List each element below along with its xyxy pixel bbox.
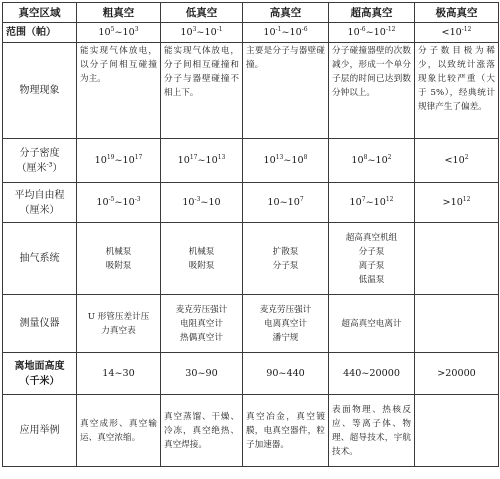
value-exponent: -1 bbox=[216, 25, 223, 33]
applications-label: 应用举例 bbox=[3, 395, 77, 467]
value-base: 10 bbox=[263, 26, 276, 38]
list-item: 扩散泵 bbox=[272, 246, 299, 257]
value-base: 10 bbox=[208, 196, 221, 208]
value-separator: ~ bbox=[196, 26, 205, 38]
instruments-row bbox=[3, 295, 499, 353]
value-base: 10 bbox=[122, 154, 135, 166]
value-base: 10 bbox=[373, 26, 386, 38]
value-separator: ~ bbox=[365, 26, 374, 38]
value-exponent: -3 bbox=[194, 195, 201, 203]
value-exponent: 8 bbox=[363, 153, 368, 161]
list-item: 离子泵 bbox=[358, 260, 385, 271]
value-separator: ~ bbox=[114, 154, 123, 166]
value-exponent: 13 bbox=[217, 153, 226, 161]
value-exponent: 7 bbox=[361, 195, 366, 203]
altitude-cell: 90~440 bbox=[243, 353, 329, 395]
header-rough-vacuum: 粗真空 bbox=[77, 3, 161, 23]
applications-cell: 真空冶金，真空镀膜，电真空器件，粒子加速器。 bbox=[243, 395, 329, 467]
range-cell bbox=[243, 23, 329, 43]
density-unit-close: ） bbox=[52, 162, 63, 174]
value-base: 10 bbox=[98, 26, 111, 38]
value-base: <10 bbox=[441, 26, 462, 38]
vacuum-region-table bbox=[2, 2, 499, 467]
header-region: 真空区域 bbox=[3, 3, 77, 23]
value-base: <10 bbox=[444, 154, 465, 166]
value-base: 10 bbox=[349, 196, 362, 208]
value-exponent: 5 bbox=[110, 25, 115, 33]
free-path-label bbox=[3, 183, 77, 223]
applications-cell: 真空成形、真空输运、真空浓缩。 bbox=[77, 395, 161, 467]
range-cell bbox=[77, 23, 161, 43]
value-separator: ~ bbox=[114, 26, 123, 38]
value-exponent: 3 bbox=[192, 25, 197, 33]
value-base: 10 bbox=[347, 26, 360, 38]
phenomena-row bbox=[3, 43, 499, 139]
value-separator: ~ bbox=[367, 154, 376, 166]
altitude-label bbox=[3, 353, 77, 395]
list-item: 吸附泵 bbox=[105, 260, 132, 271]
free-path-cell bbox=[161, 183, 243, 223]
density-row bbox=[3, 139, 499, 183]
free-path-cell bbox=[329, 183, 415, 223]
value-exponent: -6 bbox=[359, 25, 366, 33]
value-base: 10 bbox=[204, 26, 217, 38]
density-cell bbox=[161, 139, 243, 183]
header-ultra-high-vacuum: 超高真空 bbox=[329, 3, 415, 23]
phenomena-cell: 能实现气体放电，以分子间相互碰撞为主。 bbox=[77, 43, 161, 139]
phenomena-cell: 分子数目极为稀少，以致统计涨落现象比较严重（大于 5%），经典统计规律产生了偏差。 bbox=[415, 43, 499, 139]
value-base: 10 bbox=[122, 26, 135, 38]
value-base: 10 bbox=[94, 154, 107, 166]
value-exponent: 8 bbox=[303, 153, 308, 161]
list-item: U 形管压差计压 bbox=[87, 311, 150, 322]
phenomena-cell: 分子碰撞器壁的次数减少，形成一个单分子层的时间已达到数分钟以上。 bbox=[329, 43, 415, 139]
density-cell bbox=[329, 139, 415, 183]
phenomena-cell: 主要是分子与器壁碰撞。 bbox=[243, 43, 329, 139]
density-cell bbox=[77, 139, 161, 183]
list-item: 电阻真空计 bbox=[180, 318, 223, 329]
range-label: 范围（帕） bbox=[3, 23, 77, 43]
header-row bbox=[3, 3, 499, 23]
list-item: 机械泵 bbox=[188, 246, 215, 257]
value-exponent: 7 bbox=[299, 195, 304, 203]
altitude-label-line1: 离地面高度 bbox=[14, 360, 65, 372]
phenomena-label: 物理现象 bbox=[3, 43, 77, 139]
free-path-cell bbox=[77, 183, 161, 223]
density-unit: （厘米 bbox=[16, 162, 47, 174]
value-exponent: -5 bbox=[108, 195, 115, 203]
list-item: 超高真空机组 bbox=[345, 232, 398, 243]
applications-row bbox=[3, 395, 499, 467]
list-item: 机械泵 bbox=[105, 246, 132, 257]
instruments-cell bbox=[243, 295, 329, 353]
value-exponent: 13 bbox=[275, 153, 284, 161]
value-base: 10 bbox=[375, 154, 388, 166]
value-exponent: -6 bbox=[301, 25, 308, 33]
list-item: 热偶真空计 bbox=[180, 332, 223, 343]
applications-cell bbox=[415, 395, 499, 467]
value-separator: ~ bbox=[365, 196, 374, 208]
pumping-cell bbox=[243, 223, 329, 295]
list-item: 超高真空电离计 bbox=[341, 318, 402, 329]
value-separator: ~ bbox=[281, 26, 290, 38]
range-row bbox=[3, 23, 499, 43]
list-item: 麦克劳压强计 bbox=[175, 304, 228, 315]
value-base: 10 bbox=[263, 154, 276, 166]
value-base: 10 bbox=[177, 154, 190, 166]
list-item: 电离真空计 bbox=[264, 318, 307, 329]
value-exponent: 17 bbox=[189, 153, 198, 161]
altitude-cell: >20000 bbox=[415, 353, 499, 395]
value-exponent: 19 bbox=[106, 153, 115, 161]
range-cell bbox=[415, 23, 499, 43]
altitude-row bbox=[3, 353, 499, 395]
altitude-label-line2: （千米） bbox=[19, 375, 60, 387]
instruments-label: 测量仪器 bbox=[3, 295, 77, 353]
free-path-cell bbox=[243, 183, 329, 223]
range-cell bbox=[329, 23, 415, 43]
value-exponent: 12 bbox=[462, 195, 471, 203]
phenomena-cell: 能实现气体放电，分子间相互碰撞和分子与器壁碰撞不相上下。 bbox=[161, 43, 243, 139]
value-base: 10 bbox=[267, 196, 280, 208]
list-item: 吸附泵 bbox=[188, 260, 215, 271]
value-base: 10 bbox=[182, 196, 195, 208]
instruments-cell bbox=[161, 295, 243, 353]
free-path-label-line2: （厘米） bbox=[19, 204, 60, 216]
range-cell bbox=[161, 23, 243, 43]
pumping-cell bbox=[329, 223, 415, 295]
pumping-row bbox=[3, 223, 499, 295]
free-path-cell bbox=[415, 183, 499, 223]
value-exponent: 3 bbox=[134, 25, 139, 33]
density-label bbox=[3, 139, 77, 183]
pumping-cell bbox=[161, 223, 243, 295]
value-base: 10 bbox=[122, 196, 135, 208]
value-exponent: 2 bbox=[387, 153, 392, 161]
altitude-cell: 440~20000 bbox=[329, 353, 415, 395]
header-high-vacuum: 高真空 bbox=[243, 3, 329, 23]
value-base: 10 bbox=[205, 154, 218, 166]
pumping-cell bbox=[415, 223, 499, 295]
density-cell bbox=[415, 139, 499, 183]
value-exponent: -1 bbox=[275, 25, 282, 33]
value-separator: ~ bbox=[197, 154, 206, 166]
list-item: 麦克劳压强计 bbox=[259, 304, 312, 315]
value-base: 10 bbox=[96, 196, 109, 208]
value-exponent: -3 bbox=[134, 195, 141, 203]
header-extreme-high-vacuum: 极高真空 bbox=[415, 3, 499, 23]
density-cell bbox=[243, 139, 329, 183]
density-label-line2 bbox=[6, 161, 73, 176]
density-label-line1: 分子密度 bbox=[19, 147, 60, 159]
instruments-cell bbox=[415, 295, 499, 353]
applications-cell: 表面物理、热核反应、等离子体、物理、超导技术，宇航技术。 bbox=[329, 395, 415, 467]
value-separator: ~ bbox=[283, 154, 292, 166]
list-item: 潘宁规 bbox=[272, 332, 299, 343]
value-exponent: 12 bbox=[385, 195, 394, 203]
value-separator: ~ bbox=[279, 196, 288, 208]
list-item: 分子泵 bbox=[272, 260, 299, 271]
value-base: 10 bbox=[291, 154, 304, 166]
value-base: >10 bbox=[442, 196, 463, 208]
pumping-cell bbox=[77, 223, 161, 295]
list-item: 分子泵 bbox=[358, 246, 385, 257]
value-base: 10 bbox=[351, 154, 364, 166]
value-separator: ~ bbox=[200, 196, 209, 208]
altitude-cell: 14~30 bbox=[77, 353, 161, 395]
value-base: 10 bbox=[180, 26, 193, 38]
list-item: 低温泵 bbox=[358, 274, 385, 285]
free-path-row bbox=[3, 183, 499, 223]
header-low-vacuum: 低真空 bbox=[161, 3, 243, 23]
value-separator: ~ bbox=[114, 196, 123, 208]
altitude-cell: 30~90 bbox=[161, 353, 243, 395]
applications-cell: 真空蒸馏、干燥、冷冻，真空绝热、真空焊接。 bbox=[161, 395, 243, 467]
value-exponent: 17 bbox=[134, 153, 143, 161]
value-exponent: -12 bbox=[385, 25, 396, 33]
pumping-label: 抽气系统 bbox=[3, 223, 77, 295]
density-unit-exponent: -3 bbox=[46, 161, 53, 169]
value-base: 10 bbox=[289, 26, 302, 38]
value-base: 10 bbox=[373, 196, 386, 208]
value-base: 10 bbox=[287, 196, 300, 208]
instruments-cell bbox=[77, 295, 161, 353]
value-exponent: 2 bbox=[464, 153, 469, 161]
list-item: 力真空表 bbox=[101, 325, 136, 336]
free-path-label-line1: 平均自由程 bbox=[14, 189, 65, 201]
instruments-cell bbox=[329, 295, 415, 353]
value-exponent: -12 bbox=[461, 25, 472, 33]
